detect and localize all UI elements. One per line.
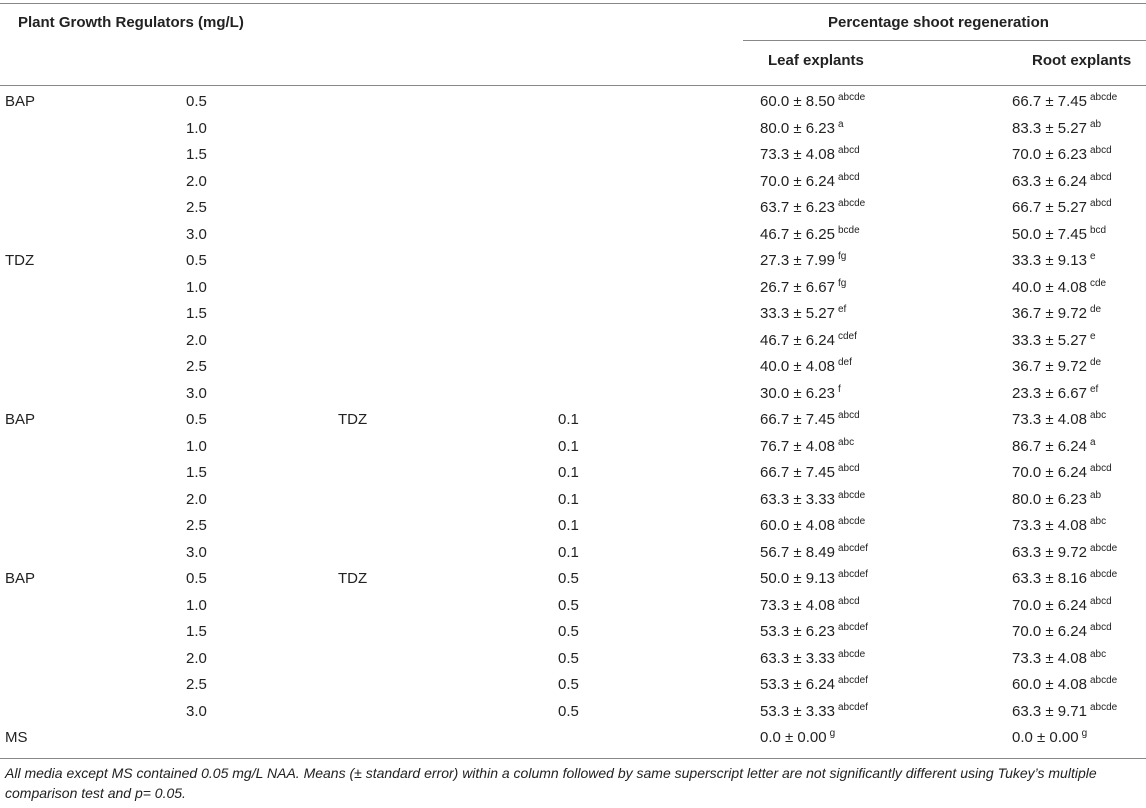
root-explants-cell-value: 83.3 ± 5.27	[1012, 119, 1087, 137]
table-row	[0, 275, 1146, 302]
concentration-1-cell: 1.5	[186, 464, 207, 481]
table-row	[0, 460, 1146, 487]
leaf-explants-cell	[760, 222, 860, 251]
regulator-1-cell: BAP	[5, 570, 36, 587]
concentration-2-cell: 0.5	[558, 623, 579, 640]
significance-letters: abcd	[1089, 171, 1112, 183]
significance-letters: def	[837, 357, 852, 368]
concentration-1-cell: 2.0	[186, 490, 207, 508]
concentration-1-cell: 0.5	[186, 570, 207, 587]
table-row	[0, 407, 1146, 434]
concentration-1-cell: 2.0	[186, 172, 207, 190]
leaf-explants-cell	[760, 275, 846, 304]
concentration-1-cell: 2.5	[186, 676, 207, 693]
table-row	[0, 619, 1146, 646]
root-explants-cell-value: 70.0 ± 6.24	[1012, 596, 1087, 614]
significance-letters: cdef	[837, 330, 857, 342]
leaf-explants-cell-value: 46.7 ± 6.24	[760, 331, 835, 349]
root-explants-cell	[1012, 699, 1117, 728]
root-explants-cell	[1012, 434, 1096, 463]
leaf-explants-cell	[760, 248, 846, 277]
concentration-2-cell: 0.5	[558, 702, 579, 720]
leaf-explants-cell-value: 66.7 ± 7.45	[760, 464, 835, 481]
leaf-explants-cell-value: 60.0 ± 8.50	[760, 93, 835, 110]
root-explants-cell	[1012, 513, 1106, 542]
leaf-explants-cell-value: 0.0 ± 0.00	[760, 729, 827, 746]
significance-letters: fg	[837, 277, 847, 289]
leaf-explants-cell-value: 27.3 ± 7.99	[760, 252, 835, 269]
significance-letters: abcdef	[837, 569, 868, 580]
significance-letters: abcde	[1089, 92, 1118, 103]
root-explants-cell-value: 33.3 ± 5.27	[1012, 331, 1087, 349]
leaf-explants-cell-value: 76.7 ± 4.08	[760, 437, 835, 455]
significance-letters: g	[829, 728, 836, 739]
significance-letters: de	[1089, 304, 1102, 315]
concentration-1-cell: 3.0	[186, 543, 207, 561]
leaf-explants-cell-value: 73.3 ± 4.08	[760, 146, 835, 163]
significance-letters: ab	[1089, 489, 1102, 501]
leaf-explants-cell	[760, 566, 868, 595]
leaf-explants-cell-value: 30.0 ± 6.23	[760, 384, 835, 402]
significance-letters: abcde	[837, 198, 866, 209]
root-explants-cell	[1012, 116, 1101, 145]
significance-letters: abcd	[1089, 595, 1112, 607]
root-explants-cell	[1012, 672, 1117, 701]
concentration-1-cell: 2.0	[186, 649, 207, 667]
significance-letters: a	[1089, 436, 1096, 448]
leaf-explants-cell	[760, 513, 865, 542]
root-explants-cell	[1012, 89, 1117, 118]
significance-letters: abcdef	[837, 542, 868, 554]
concentration-1-cell: 0.5	[186, 411, 207, 428]
leaf-explants-cell-value: 60.0 ± 4.08	[760, 517, 835, 534]
concentration-1-cell: 1.5	[186, 305, 207, 322]
table-row	[0, 593, 1146, 620]
leaf-explants-cell	[760, 646, 865, 675]
concentration-1-cell: 1.0	[186, 119, 207, 137]
root-explants-cell-value: 0.0 ± 0.00	[1012, 729, 1079, 746]
concentration-1-cell: 1.5	[186, 146, 207, 163]
leaf-explants-cell	[760, 725, 835, 754]
significance-letters: abc	[1089, 410, 1107, 421]
concentration-2-cell: 0.1	[558, 411, 579, 428]
regulator-1-cell: MS	[5, 729, 28, 746]
root-explants-cell-value: 33.3 ± 9.13	[1012, 252, 1087, 269]
significance-letters: cde	[1089, 277, 1107, 289]
concentration-2-cell: 0.5	[558, 649, 579, 667]
leaf-explants-cell-value: 53.3 ± 6.24	[760, 676, 835, 693]
root-explants-cell-value: 36.7 ± 9.72	[1012, 305, 1087, 322]
table-row	[0, 195, 1146, 222]
root-explants-cell	[1012, 619, 1112, 648]
significance-letters: abcde	[837, 516, 866, 527]
significance-letters: abcd	[1089, 463, 1112, 474]
root-explants-cell-value: 73.3 ± 4.08	[1012, 517, 1087, 534]
regulator-2-cell: TDZ	[338, 570, 368, 587]
leaf-explants-cell-value: 56.7 ± 8.49	[760, 543, 835, 561]
table-row	[0, 725, 1146, 752]
significance-letters: abcde	[837, 648, 866, 660]
table-row	[0, 487, 1146, 514]
root-explants-cell	[1012, 593, 1112, 622]
leaf-explants-cell	[760, 593, 860, 622]
table-footnote: All media except MS contained 0.05 mg/L NAA. Means (± standard error) within a column followed by same superscript letter are not significantly different using Tukey’s multiple comparison test and p= 0.05.	[5, 765, 1097, 801]
root-explants-cell	[1012, 142, 1112, 171]
leaf-explants-cell	[760, 169, 860, 198]
concentration-2-cell: 0.5	[558, 570, 579, 587]
significance-letters: abcd	[1089, 622, 1112, 633]
significance-letters: abcd	[1089, 198, 1112, 209]
significance-letters: ef	[1089, 383, 1099, 395]
leaf-explants-cell	[760, 381, 841, 410]
leaf-explants-cell-value: 80.0 ± 6.23	[760, 119, 835, 137]
root-explants-cell	[1012, 381, 1098, 410]
concentration-1-cell: 2.0	[186, 331, 207, 349]
significance-letters: abcd	[1089, 145, 1112, 156]
table-top-rule	[0, 3, 1146, 4]
header-percentage-shoot-regeneration: Percentage shoot regeneration	[828, 14, 1049, 31]
table-row	[0, 116, 1146, 143]
root-explants-cell-value: 70.0 ± 6.24	[1012, 623, 1087, 640]
root-explants-cell-value: 66.7 ± 7.45	[1012, 93, 1087, 110]
regulator-1-cell: BAP	[5, 93, 36, 110]
concentration-2-cell: 0.1	[558, 464, 579, 481]
leaf-explants-cell-value: 26.7 ± 6.67	[760, 278, 835, 296]
leaf-explants-cell-value: 63.3 ± 3.33	[760, 490, 835, 508]
significance-letters: a	[837, 118, 844, 130]
leaf-explants-cell-value: 33.3 ± 5.27	[760, 305, 835, 322]
table-row	[0, 566, 1146, 593]
concentration-2-cell: 0.5	[558, 596, 579, 614]
leaf-explants-cell-value: 63.3 ± 3.33	[760, 649, 835, 667]
table-row	[0, 328, 1146, 355]
leaf-explants-cell	[760, 699, 868, 728]
root-explants-cell	[1012, 646, 1106, 675]
leaf-explants-cell	[760, 195, 865, 224]
leaf-explants-cell	[760, 354, 852, 383]
root-explants-cell-value: 23.3 ± 6.67	[1012, 384, 1087, 402]
header-root-explants: Root explants	[1032, 52, 1132, 69]
table-row	[0, 540, 1146, 567]
leaf-explants-cell-value: 66.7 ± 7.45	[760, 411, 835, 428]
concentration-2-cell: 0.1	[558, 437, 579, 455]
concentration-2-cell: 0.1	[558, 517, 579, 534]
significance-letters: abcd	[837, 463, 860, 474]
table-body	[0, 89, 1146, 752]
header-subrule	[743, 40, 1146, 41]
table-row	[0, 381, 1146, 408]
table-row	[0, 89, 1146, 116]
root-explants-cell-value: 40.0 ± 4.08	[1012, 278, 1087, 296]
root-explants-cell-value: 70.0 ± 6.24	[1012, 464, 1087, 481]
table-row	[0, 354, 1146, 381]
leaf-explants-cell	[760, 89, 865, 118]
significance-letters: abcdef	[837, 701, 868, 713]
significance-letters: abcd	[837, 595, 860, 607]
table-row	[0, 672, 1146, 699]
regulator-2-cell: TDZ	[338, 411, 368, 428]
significance-letters: bcde	[837, 224, 860, 236]
concentration-1-cell: 2.5	[186, 358, 207, 375]
concentration-1-cell: 3.0	[186, 384, 207, 402]
significance-letters: abc	[837, 436, 855, 448]
root-explants-cell	[1012, 301, 1101, 330]
root-explants-cell	[1012, 195, 1112, 224]
concentration-1-cell: 2.5	[186, 199, 207, 216]
table-row	[0, 646, 1146, 673]
root-explants-cell-value: 63.3 ± 6.24	[1012, 172, 1087, 190]
header-bottom-rule	[0, 85, 1146, 86]
leaf-explants-cell	[760, 328, 857, 357]
root-explants-cell-value: 50.0 ± 7.45	[1012, 225, 1087, 243]
leaf-explants-cell	[760, 116, 844, 145]
root-explants-cell-value: 73.3 ± 4.08	[1012, 411, 1087, 428]
concentration-1-cell: 1.0	[186, 596, 207, 614]
leaf-explants-cell-value: 53.3 ± 6.23	[760, 623, 835, 640]
leaf-explants-cell	[760, 619, 868, 648]
significance-letters: abcdef	[837, 675, 868, 686]
root-explants-cell-value: 63.3 ± 9.72	[1012, 543, 1087, 561]
root-explants-cell-value: 86.7 ± 6.24	[1012, 437, 1087, 455]
significance-letters: abcde	[1089, 569, 1118, 580]
concentration-1-cell: 1.5	[186, 623, 207, 640]
root-explants-cell-value: 73.3 ± 4.08	[1012, 649, 1087, 667]
concentration-1-cell: 0.5	[186, 252, 207, 269]
root-explants-cell-value: 80.0 ± 6.23	[1012, 490, 1087, 508]
concentration-1-cell: 1.0	[186, 278, 207, 296]
header-leaf-explants: Leaf explants	[768, 52, 864, 69]
root-explants-cell	[1012, 275, 1106, 304]
table-row	[0, 142, 1146, 169]
significance-letters: abcd	[837, 171, 860, 183]
significance-letters: de	[1089, 357, 1102, 368]
concentration-1-cell: 3.0	[186, 702, 207, 720]
root-explants-cell-value: 70.0 ± 6.23	[1012, 146, 1087, 163]
root-explants-cell-value: 63.3 ± 9.71	[1012, 702, 1087, 720]
leaf-explants-cell-value: 73.3 ± 4.08	[760, 596, 835, 614]
leaf-explants-cell	[760, 407, 860, 436]
significance-letters: e	[1089, 251, 1096, 262]
root-explants-cell	[1012, 248, 1096, 277]
root-explants-cell	[1012, 169, 1112, 198]
concentration-1-cell: 0.5	[186, 93, 207, 110]
table-row	[0, 699, 1146, 726]
root-explants-cell-value: 63.3 ± 8.16	[1012, 570, 1087, 587]
table-row	[0, 513, 1146, 540]
root-explants-cell-value: 36.7 ± 9.72	[1012, 358, 1087, 375]
table-bottom-rule	[0, 758, 1146, 759]
significance-letters: abcde	[837, 489, 866, 501]
root-explants-cell	[1012, 725, 1087, 754]
significance-letters: abcde	[1089, 675, 1118, 686]
regulator-1-cell: BAP	[5, 411, 36, 428]
leaf-explants-cell-value: 53.3 ± 3.33	[760, 702, 835, 720]
table-row	[0, 169, 1146, 196]
regulator-1-cell: TDZ	[5, 252, 35, 269]
significance-letters: abc	[1089, 516, 1107, 527]
root-explants-cell	[1012, 407, 1106, 436]
significance-letters: abcdef	[837, 622, 868, 633]
leaf-explants-cell-value: 50.0 ± 9.13	[760, 570, 835, 587]
leaf-explants-cell	[760, 540, 868, 569]
significance-letters: abcde	[837, 92, 866, 103]
significance-letters: ab	[1089, 118, 1102, 130]
leaf-explants-cell	[760, 672, 868, 701]
concentration-1-cell: 1.0	[186, 437, 207, 455]
table-row	[0, 434, 1146, 461]
concentration-2-cell: 0.5	[558, 676, 579, 693]
leaf-explants-cell	[760, 487, 865, 516]
significance-letters: abcd	[837, 410, 860, 421]
concentration-1-cell: 2.5	[186, 517, 207, 534]
significance-letters: bcd	[1089, 224, 1107, 236]
table-row	[0, 248, 1146, 275]
table-row	[0, 222, 1146, 249]
root-explants-cell	[1012, 222, 1106, 251]
leaf-explants-cell	[760, 460, 860, 489]
root-explants-cell	[1012, 328, 1096, 357]
significance-letters: abcd	[837, 145, 860, 156]
table-row	[0, 301, 1146, 328]
leaf-explants-cell	[760, 434, 854, 463]
concentration-2-cell: 0.1	[558, 543, 579, 561]
significance-letters: abcde	[1089, 542, 1118, 554]
significance-letters: g	[1081, 728, 1088, 739]
concentration-2-cell: 0.1	[558, 490, 579, 508]
root-explants-cell	[1012, 487, 1101, 516]
significance-letters: abcde	[1089, 701, 1118, 713]
root-explants-cell	[1012, 354, 1101, 383]
root-explants-cell-value: 60.0 ± 4.08	[1012, 676, 1087, 693]
significance-letters: f	[837, 383, 841, 395]
header-plant-growth-regulators: Plant Growth Regulators (mg/L)	[18, 14, 244, 31]
leaf-explants-cell-value: 63.7 ± 6.23	[760, 199, 835, 216]
leaf-explants-cell-value: 46.7 ± 6.25	[760, 225, 835, 243]
leaf-explants-cell	[760, 142, 860, 171]
root-explants-cell	[1012, 460, 1112, 489]
root-explants-cell	[1012, 566, 1117, 595]
significance-letters: fg	[837, 251, 847, 262]
significance-letters: e	[1089, 330, 1096, 342]
root-explants-cell	[1012, 540, 1117, 569]
significance-letters: ef	[837, 304, 847, 315]
concentration-1-cell: 3.0	[186, 225, 207, 243]
root-explants-cell-value: 66.7 ± 5.27	[1012, 199, 1087, 216]
leaf-explants-cell	[760, 301, 846, 330]
leaf-explants-cell-value: 40.0 ± 4.08	[760, 358, 835, 375]
leaf-explants-cell-value: 70.0 ± 6.24	[760, 172, 835, 190]
significance-letters: abc	[1089, 648, 1107, 660]
